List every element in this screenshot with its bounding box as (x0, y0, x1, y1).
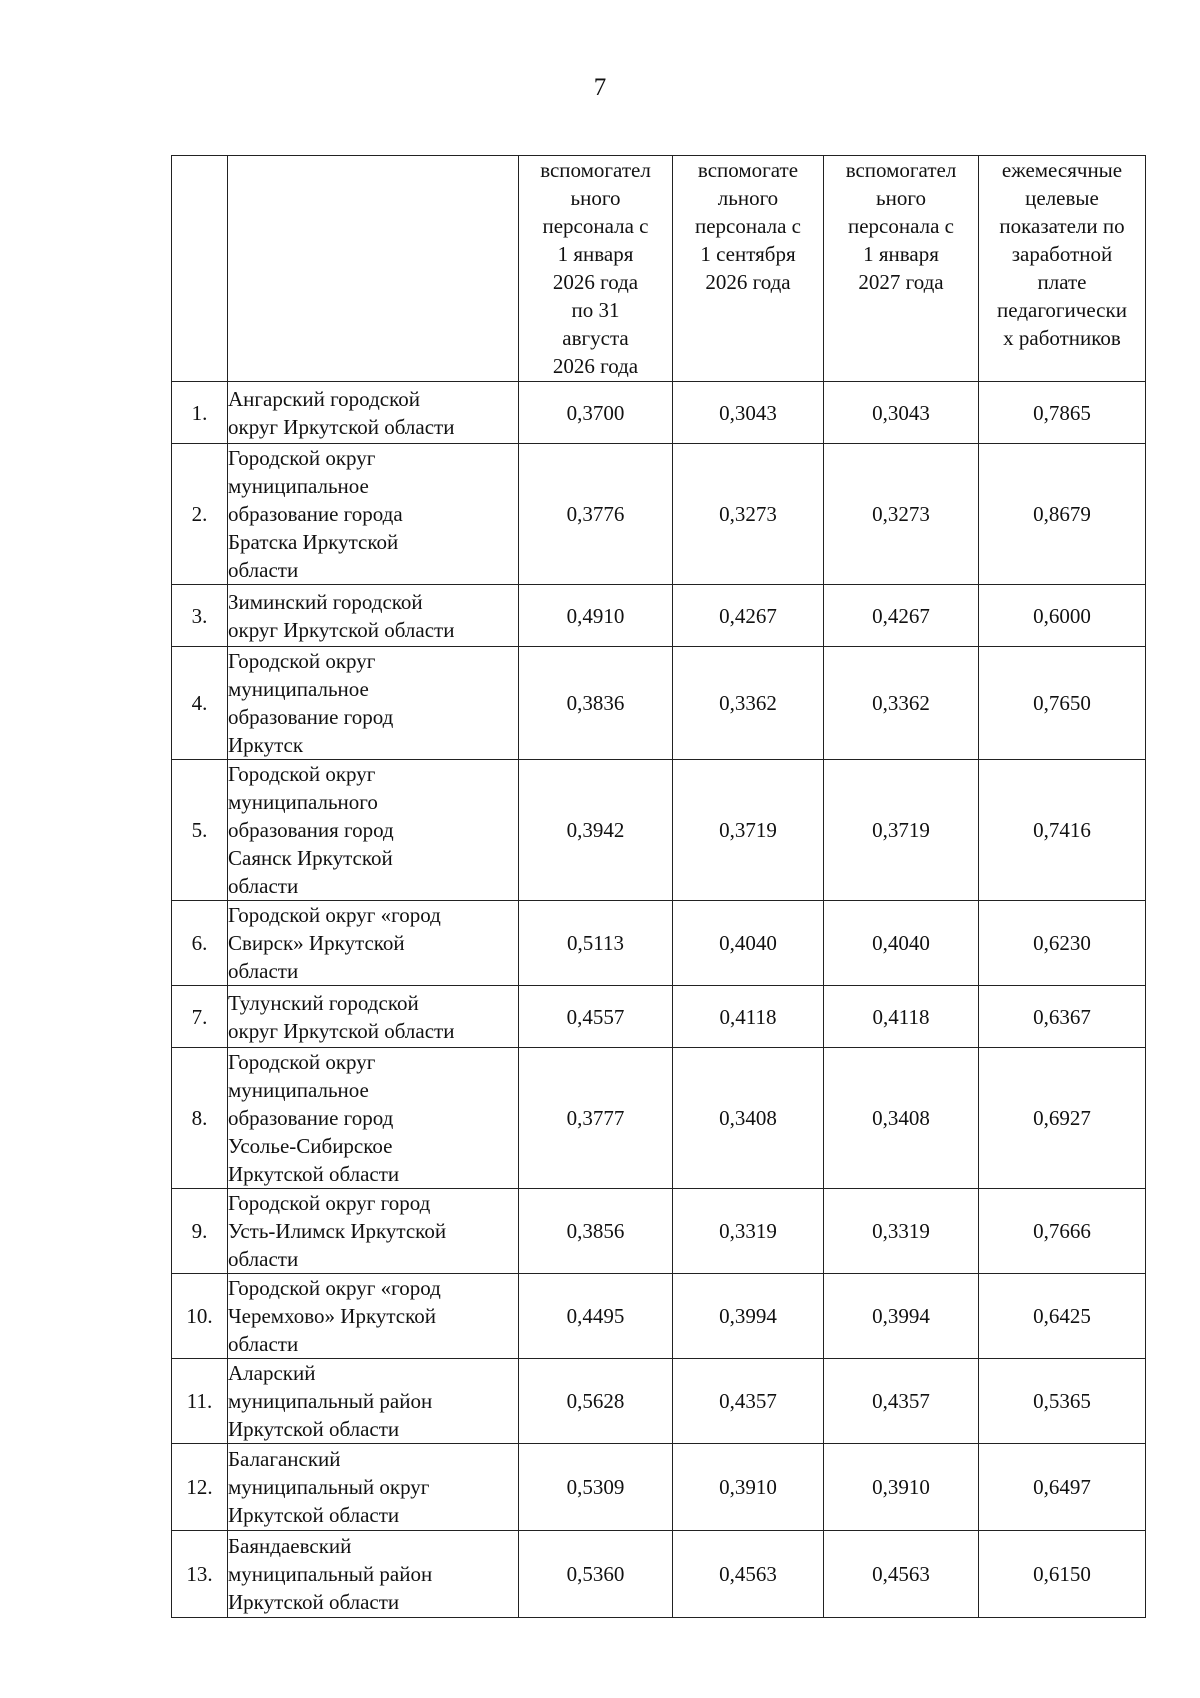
row-number: 12. (172, 1444, 228, 1531)
table-row (172, 382, 1146, 444)
value-cell-2: 0,4040 (673, 901, 824, 986)
value-cell-3: 0,4040 (824, 901, 979, 986)
table-row (172, 444, 1146, 585)
value-cell-2: 0,3719 (673, 760, 824, 901)
value-cell-1: 0,4910 (519, 585, 673, 647)
value-cell-3: 0,3994 (824, 1274, 979, 1359)
header-aux-staff-sep-2026: вспомогате льного персонала с 1 сентября 2026 года (673, 156, 824, 382)
table-row (172, 901, 1146, 986)
value-cell-3: 0,4267 (824, 585, 979, 647)
value-cell-3: 0,3362 (824, 647, 979, 760)
value-cell-2: 0,3994 (673, 1274, 824, 1359)
value-cell-4: 0,6367 (979, 986, 1146, 1048)
municipality-cell (228, 760, 519, 901)
value-cell-1: 0,3777 (519, 1048, 673, 1189)
row-number: 13. (172, 1531, 228, 1618)
value-cell-1: 0,5360 (519, 1531, 673, 1618)
value-cell-4: 0,6927 (979, 1048, 1146, 1189)
municipality-name: Городской округ муниципального образования город Саянск Иркутской области (228, 762, 394, 898)
municipality-cell (228, 1359, 519, 1444)
row-number: 9. (172, 1189, 228, 1274)
value-cell-1: 0,3942 (519, 760, 673, 901)
value-cell-4: 0,8679 (979, 444, 1146, 585)
table-row (172, 760, 1146, 901)
municipality-name: Ангарский городской округ Иркутской области (228, 386, 455, 439)
municipality-name: Городской округ город Усть-Илимск Иркутской области (228, 1191, 447, 1271)
table-row (172, 986, 1146, 1048)
value-cell-2: 0,3408 (673, 1048, 824, 1189)
value-cell-2: 0,4118 (673, 986, 824, 1048)
municipality-cell (228, 986, 519, 1048)
municipality-cell (228, 382, 519, 444)
value-cell-4: 0,6230 (979, 901, 1146, 986)
table-row (172, 1444, 1146, 1531)
municipality-cell (228, 1531, 519, 1618)
municipality-name: Тулунский городской округ Иркутской области (228, 990, 455, 1043)
municipality-name: Балаганский муниципальный округ Иркутской области (228, 1447, 430, 1527)
page-number: 7 (593, 74, 607, 101)
value-cell-3: 0,4563 (824, 1531, 979, 1618)
value-cell-2: 0,4357 (673, 1359, 824, 1444)
municipality-cell (228, 444, 519, 585)
value-cell-4: 0,5365 (979, 1359, 1146, 1444)
value-cell-3: 0,3319 (824, 1189, 979, 1274)
value-cell-4: 0,7416 (979, 760, 1146, 901)
value-cell-4: 0,7650 (979, 647, 1146, 760)
table-row (172, 1274, 1146, 1359)
value-cell-2: 0,3319 (673, 1189, 824, 1274)
table-row (172, 647, 1146, 760)
value-cell-2: 0,3910 (673, 1444, 824, 1531)
value-cell-1: 0,4495 (519, 1274, 673, 1359)
municipality-name: Городской округ «город Черемхово» Иркутской области (228, 1276, 441, 1356)
value-cell-4: 0,7666 (979, 1189, 1146, 1274)
table-body (172, 382, 1146, 1618)
municipality-cell (228, 585, 519, 647)
value-cell-3: 0,3910 (824, 1444, 979, 1531)
municipality-cell (228, 647, 519, 760)
value-cell-4: 0,6000 (979, 585, 1146, 647)
value-cell-3: 0,3408 (824, 1048, 979, 1189)
header-number (172, 156, 228, 382)
table-header-row (172, 156, 1146, 382)
row-number: 6. (172, 901, 228, 986)
value-cell-3: 0,3043 (824, 382, 979, 444)
table-row (172, 1189, 1146, 1274)
header-municipality (228, 156, 519, 382)
row-number: 10. (172, 1274, 228, 1359)
row-number: 4. (172, 647, 228, 760)
row-number: 7. (172, 986, 228, 1048)
value-cell-4: 0,6150 (979, 1531, 1146, 1618)
header-monthly-target-teachers: ежемесячные целевые показатели по заработной плате педагогически х работников (979, 156, 1146, 382)
municipality-name: Городской округ муниципальное образование город Иркутск (228, 649, 394, 757)
value-cell-1: 0,3836 (519, 647, 673, 760)
value-cell-1: 0,5309 (519, 1444, 673, 1531)
value-cell-2: 0,4267 (673, 585, 824, 647)
table-row (172, 1359, 1146, 1444)
value-cell-4: 0,7865 (979, 382, 1146, 444)
municipality-cell (228, 1189, 519, 1274)
row-number: 2. (172, 444, 228, 585)
municipality-cell (228, 1274, 519, 1359)
value-cell-1: 0,3856 (519, 1189, 673, 1274)
header-aux-staff-jan-2027: вспомогател ьного персонала с 1 января 2027 года (824, 156, 979, 382)
row-number: 11. (172, 1359, 228, 1444)
value-cell-3: 0,3719 (824, 760, 979, 901)
value-cell-3: 0,3273 (824, 444, 979, 585)
value-cell-3: 0,4118 (824, 986, 979, 1048)
row-number: 3. (172, 585, 228, 647)
municipality-cell (228, 1048, 519, 1189)
value-cell-1: 0,4557 (519, 986, 673, 1048)
row-number: 5. (172, 760, 228, 901)
value-cell-4: 0,6497 (979, 1444, 1146, 1531)
table-row (172, 1048, 1146, 1189)
municipality-name: Городской округ муниципальное образование города Братска Иркутской области (228, 446, 403, 582)
value-cell-4: 0,6425 (979, 1274, 1146, 1359)
value-cell-1: 0,3776 (519, 444, 673, 585)
municipality-name: Зиминский городской округ Иркутской области (228, 589, 455, 642)
municipality-name: Аларский муниципальный район Иркутской области (228, 1361, 433, 1441)
indicators-table (171, 155, 1146, 1618)
header-aux-staff-jan-aug-2026: вспомогател ьного персонала с 1 января 2026 года по 31 августа 2026 года (519, 156, 673, 382)
row-number: 8. (172, 1048, 228, 1189)
value-cell-2: 0,4563 (673, 1531, 824, 1618)
municipality-cell (228, 1444, 519, 1531)
value-cell-2: 0,3273 (673, 444, 824, 585)
value-cell-3: 0,4357 (824, 1359, 979, 1444)
value-cell-1: 0,3700 (519, 382, 673, 444)
value-cell-2: 0,3043 (673, 382, 824, 444)
municipality-cell (228, 901, 519, 986)
municipality-name: Баяндаевский муниципальный район Иркутской области (228, 1534, 433, 1614)
value-cell-1: 0,5628 (519, 1359, 673, 1444)
municipality-name: Городской округ «город Свирск» Иркутской области (228, 903, 441, 983)
row-number: 1. (172, 382, 228, 444)
value-cell-2: 0,3362 (673, 647, 824, 760)
municipality-name: Городской округ муниципальное образование город Усолье-Сибирское Иркутской области (228, 1050, 400, 1186)
table-row (172, 1531, 1146, 1618)
value-cell-1: 0,5113 (519, 901, 673, 986)
table-row (172, 585, 1146, 647)
